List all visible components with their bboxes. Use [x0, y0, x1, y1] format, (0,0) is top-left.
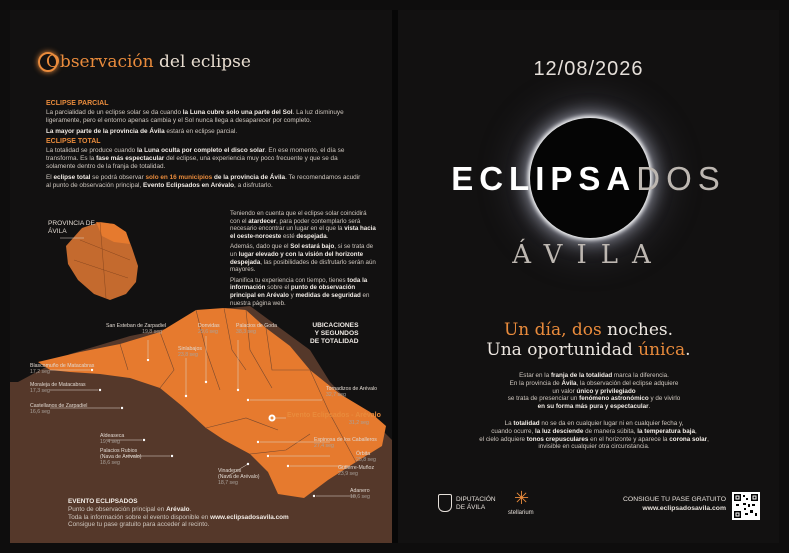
partial-text: La parcialidad de un eclipse solar se da cuando la Luna cubre solo una parte del Sol. La luz disminuye ligeramente, pero el entorno apenas cambia y el Sol nunca llega a desaparecer por completo. [46, 109, 344, 124]
place-label-moraleja: Moraleja de Matacabras 17,3 seg [30, 382, 86, 394]
partial-note: La mayor parte de la provincia de Ávila estará en eclipse parcial. [46, 128, 238, 135]
place-label-vinaderos: Vinaderos (Nava de Arévalo) 18,7 seg [218, 468, 260, 486]
event-website-link[interactable]: www.eclipsadosavila.com [210, 513, 289, 521]
place-label-palacios-rubios: Palacios Rubios (Nava de Arévalo) 18,6 seg [100, 448, 142, 466]
place-label-castellanos: Castellanos de Zarpadiel 16,6 seg [30, 403, 88, 415]
place-label-gutierre: Gutierre-Muñoz 23,9 seg [338, 465, 375, 477]
tagline-1: Un día, dos noches. [503, 320, 674, 340]
brochure-spread [10, 10, 779, 543]
event-marker [269, 415, 276, 422]
total-note: El eclipse total se podrá observar solo en 16 municipios de la provincia de Ávila. Te recomendamos acudir al punto de observación principal, Evento Eclipsados en Arévalo, a disfrutarlo. [46, 174, 361, 189]
event-location-seconds: 31,2 seg [349, 420, 369, 426]
total-heading: ECLIPSE TOTAL [46, 138, 101, 145]
brand-wordmark: ECLIPSADOS [451, 160, 726, 197]
place-label-espinosa: Espinosa de los Caballeros 27,4 seg [314, 437, 377, 449]
province-label: PROVINCIA DE ÁVILA [48, 220, 95, 235]
event-line-3: Consigue tu pase gratuito para acceder al recinto. [68, 521, 210, 529]
advice-p1: Teniendo en cuenta que el eclipse solar coincidirá con el atardecer, para poder contemplarlo será necesario encontrar un lugar en el que la vista hacia el oeste-noroeste esté despejada. [230, 210, 376, 240]
shield-icon [438, 494, 452, 512]
place-label-palacios-goda: Palacios de Goda 38,3 seg [236, 323, 277, 335]
tagline-2: Una oportunidad única. [486, 340, 691, 360]
cta-website-link[interactable]: www.eclipsadosavila.com [642, 504, 726, 512]
footer [398, 480, 779, 530]
event-line-2: Toda la información sobre el evento disponible en www.eclipsadosavila.com [68, 513, 289, 521]
place-label-orbita: Órbita 25,8 seg [356, 451, 376, 463]
advice-p3: Planifica tu experiencia con tiempo, tienes toda la información sobre el punto de observación principal en Arévalo y medidas de seguridad en nuestra página web. [230, 276, 370, 307]
locations-heading: UBICACIONES Y SEGUNDOS DE TOTALIDAD [310, 322, 359, 345]
place-label-tornadizos: Tornadizos de Arévalo 32,7 seg [326, 386, 378, 398]
place-label-adanero: Adanero 18,6 seg [350, 488, 370, 500]
place-label-aldeaseca: Aldeaseca 19,4 seg [100, 433, 125, 445]
cta-text: CONSIGUE TU PASE GRATUITO [623, 496, 726, 503]
event-info-box [68, 498, 368, 529]
city-name: ÁVILA [512, 240, 665, 270]
cta-block [594, 496, 726, 513]
place-label-sinlabajos: Sinlabajos 23,8 seg [178, 346, 202, 358]
totality-paragraph: La totalidad no se da en cualquier lugar ni en cualquier fecha y, cuando ocurre, la luz desciende de manera súbita, la temperatura baja, el cielo adquiere tonos crepusculares en el horizonte y aparece la corona solar, invisible en cualquier otra circunstancia. [479, 420, 709, 451]
panel-title: Observación del eclipse [46, 52, 251, 72]
star-icon: ✳ [514, 488, 530, 508]
diputacion-logo-text: DIPUTACIÓN DE ÁVILA [456, 496, 496, 511]
place-label-donvidas: Donvidas 29,6 seg [198, 323, 220, 335]
left-panel [10, 10, 392, 543]
place-label-san-esteban: San Esteban de Zarpadiel 19,8 seg [106, 323, 166, 335]
event-line-1: Punto de observación principal en Arévalo. [68, 505, 192, 513]
event-location-label: Evento Eclipsados - Arévalo [287, 412, 381, 419]
partial-heading: ECLIPSE PARCIAL [46, 100, 109, 107]
right-panel [398, 10, 779, 543]
event-heading: EVENTO ECLIPSADOS [68, 498, 138, 505]
advice-p2: Además, dado que el Sol estará bajo, si se trata de un lugar elevado y con la visión del horizonte despejada, las posibilidades de disfrutarlo serán aún mayores. [230, 243, 376, 274]
intro-paragraph: Estar en la franja de la totalidad marca la diferencia. En la provincia de Ávila, la observación del eclipse adquiere un valor único y privilegiado se trata de presenciar un fenómeno astronómico y de vivirlo en su forma más pura y espectacular. [507, 372, 681, 411]
total-text: La totalidad se produce cuando la Luna oculta por completo el disco solar. En ese momento, el día se transforma. Es la fase más espectacular del eclipse, una experiencia muy poco frecuente y que se da solamente dentro de la franja de totalidad. [46, 147, 345, 170]
event-date: 12/08/2026 [533, 58, 644, 80]
viewing-advice [230, 210, 378, 310]
stellarium-logo-text: stellarium [508, 510, 534, 516]
qr-code-icon[interactable] [732, 492, 760, 520]
place-label-blascomuno: Blascomuño de Matacabras 17,2 seg [30, 363, 95, 375]
